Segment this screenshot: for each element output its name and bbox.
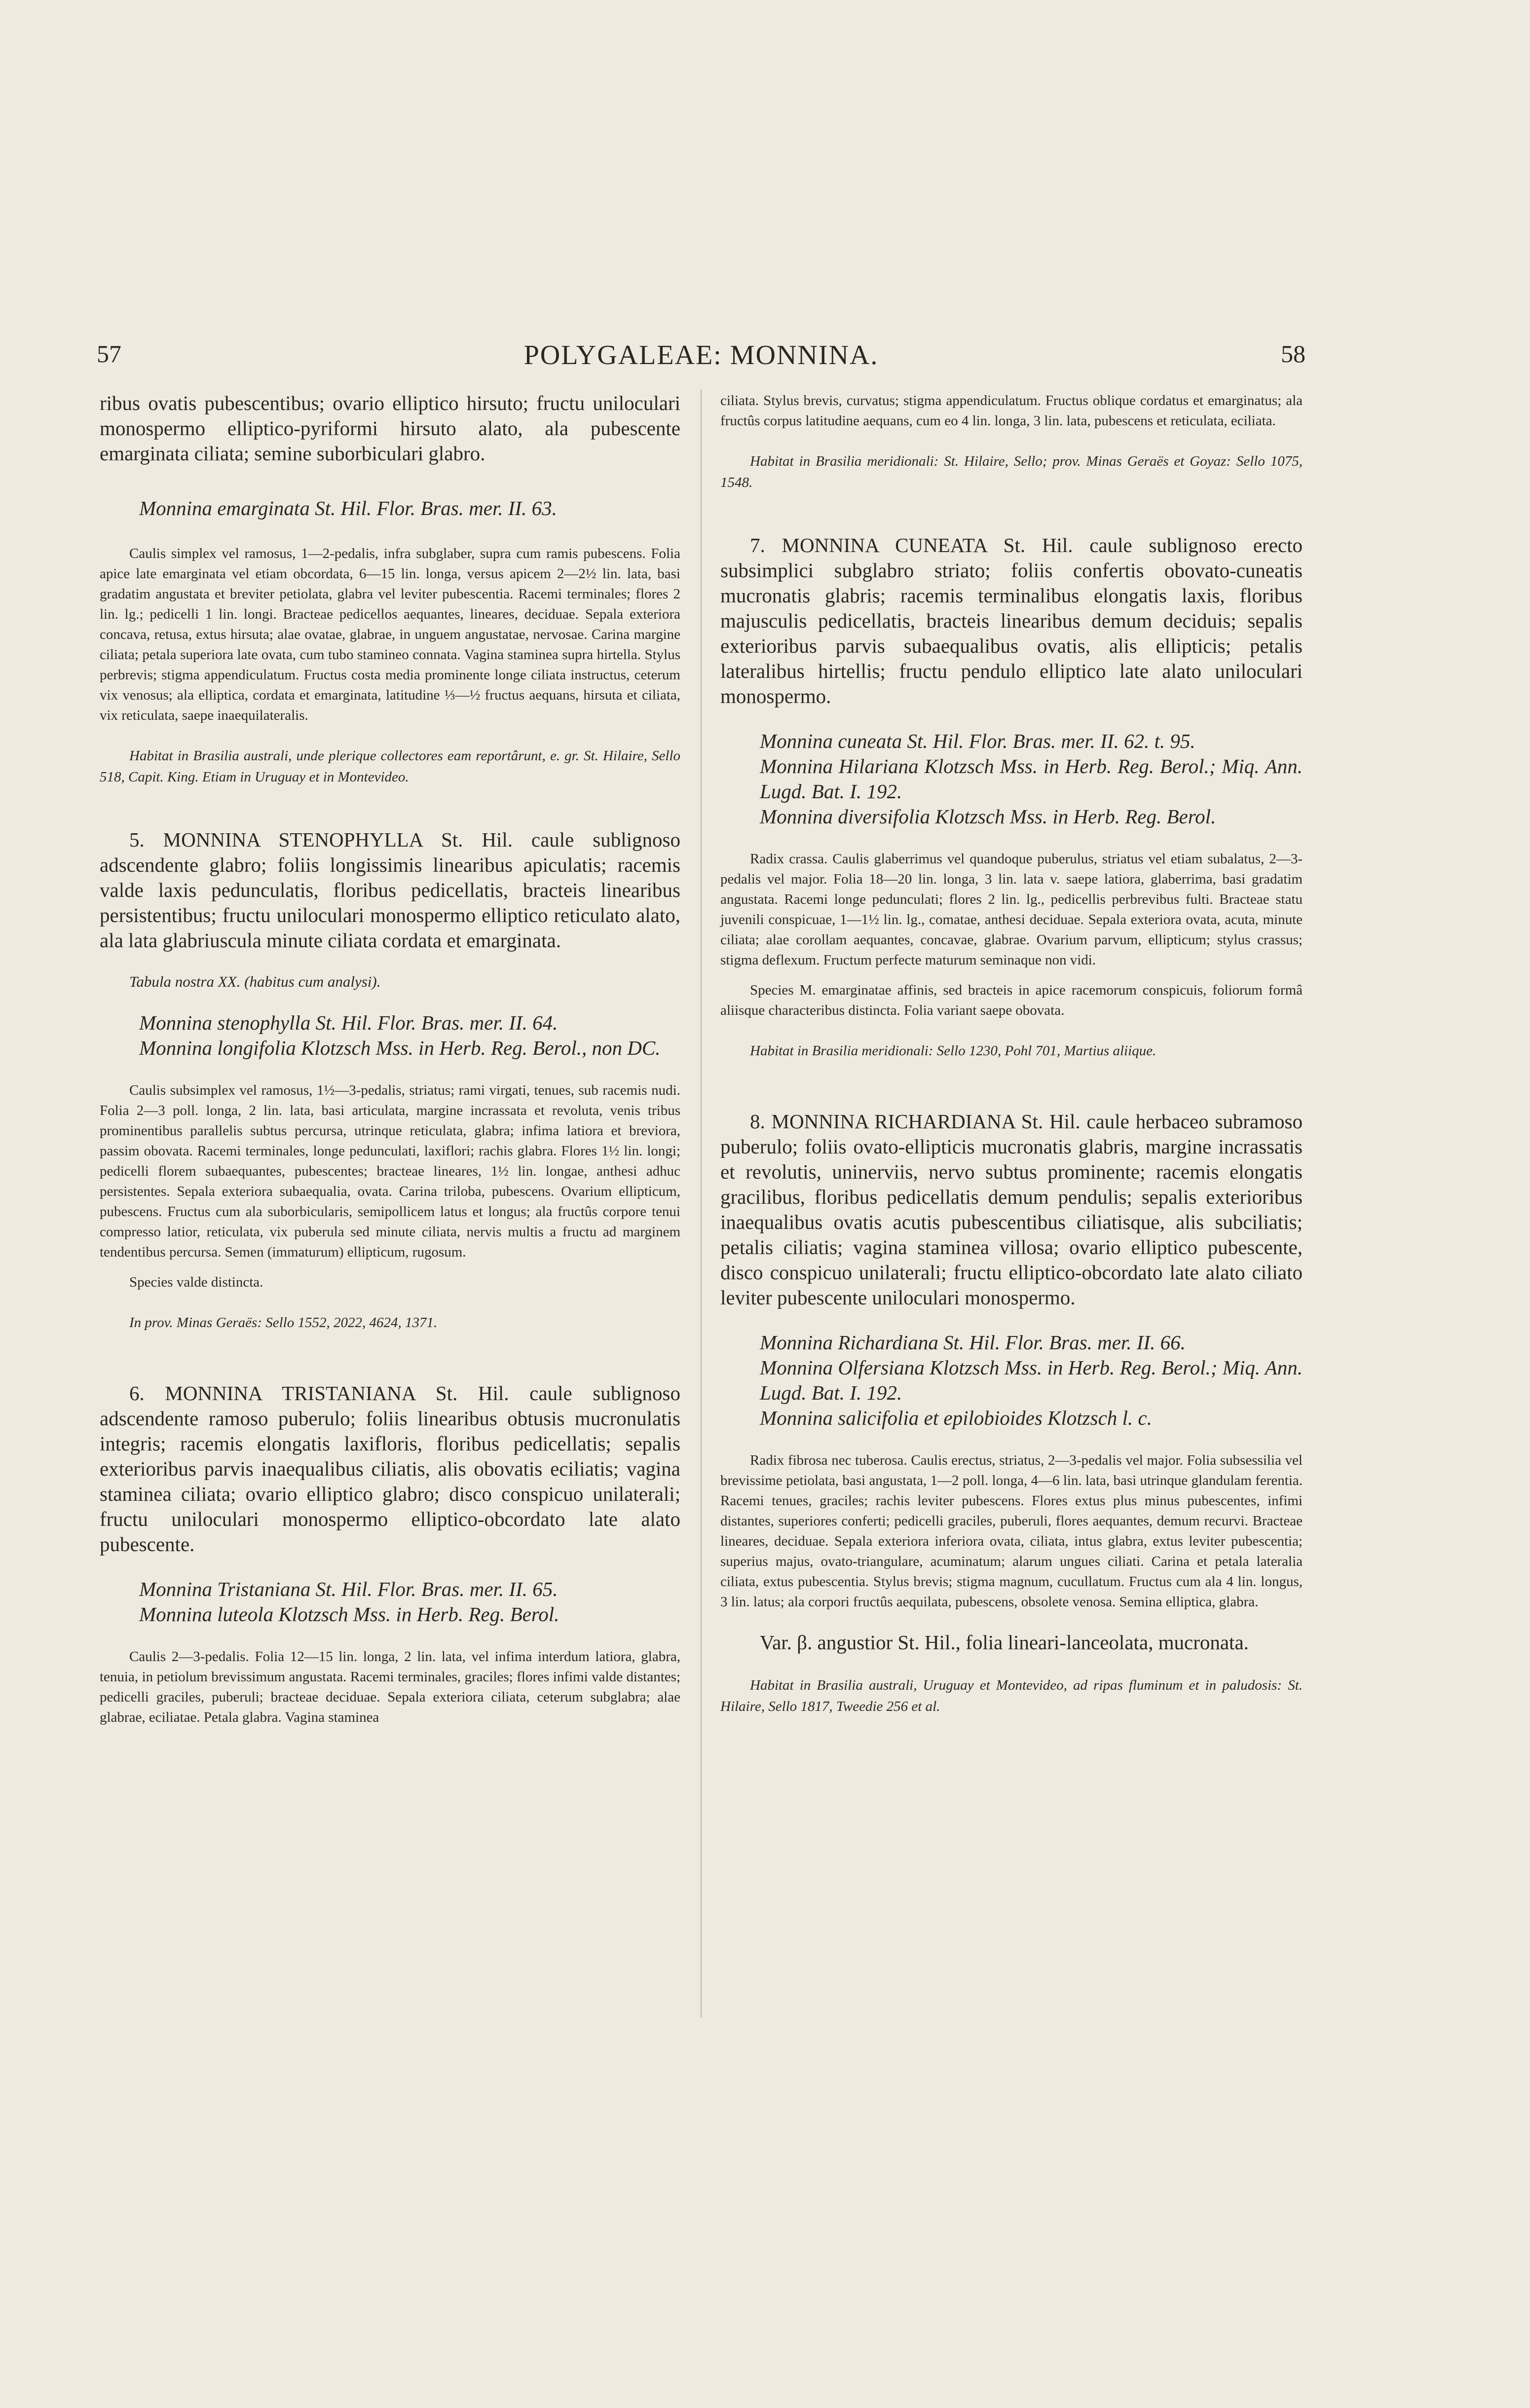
variety-note: Var. β. angustior St. Hil., folia lineari-lanceolata, mucronata. (760, 1631, 1249, 1654)
running-title: POLYGALEAE: MONNINA. (523, 340, 879, 370)
species-note: Species valde distincta. (129, 1274, 263, 1290)
habitat: In prov. Minas Geraës: Sello 1552, 2022, 4624, 1371. (129, 1315, 438, 1331)
species-8-heading: 8. MONNINA RICHARDIANA St. Hil. caule herbaceo subramoso puberulo; foliis ovato-ellipticis mucronatis glabris, margine incrassatis et revolutis, uninerviis, nervo subtus prominente; racemis elongatis gracilibus, floribus pedicellatis demum pendulis; sepalis exterioribus inaequalibus ovatis acutis pubescentibus ciliatisque, alis subciliatis; petalis ciliatis; vagina staminea villosa; ovario elliptico pubescente, disco conspicuo unilaterali; fructu elliptico-obcordato late alato ciliato leviter pubescente uniloculari monospermo. (720, 1110, 1303, 1309)
citation: Monnina cuneata St. Hil. Flor. Bras. mer. II. 62. t. 95. (760, 730, 1195, 752)
column-divider (701, 390, 702, 2018)
citation: Monnina stenophylla St. Hil. Flor. Bras. mer. II. 64. (139, 1011, 558, 1034)
species-note: Species M. emarginatae affinis, sed bracteis in apice racemorum conspicuis, foliorum formâ aliisque characteribus distincta. Folia variant saepe obovata. (720, 982, 1303, 1018)
species-5-heading: 5. MONNINA STENOPHYLLA St. Hil. caule sublignoso adscendente glabro; foliis longissimis linearibus apiculatis; racemis valde laxis pedunculatis, floribus pedicellatis, bracteis linearibus persistentibus; fructu uniloculari monospermo elliptico reticulato alato, ala lata glabriuscula minute ciliata cordata et emarginata. (100, 828, 680, 952)
description: Caulis simplex vel ramosus, 1—2-pedalis, infra subglaber, supra cum ramis pubescens. Folia apice late emarginata vel etiam obcordata, 6—15 lin. longa, versus apicem 2—2½ lin. lata, basi gradatim angustata et breviter petiolata, glabra vel leviter pubescentia. Racemi terminales; flores 2 lin. lg.; pedicelli 1 lin. longi. Bracteae pedicellos aequantes, lineares, deciduae. Sepala exteriora concava, retusa, extus hirsuta; alae ovatae, glabrae, in unguem angustatae, nervosae. Carina margine ciliata; petala superiora late ovata, cum tubo stamineo connata. Vagina staminea supra hirtella. Stylus perbrevis; stigma appendiculatum. Fructus costa media prominente longe ciliata instructus, ceterum vix venosus; ala elliptica, cordata et emarginata, latitudine ⅓—½ fructus aequans, hirsuta et ciliata, vix reticulata, saepe inaequilateralis. (100, 546, 680, 723)
description: Caulis 2—3-pedalis. Folia 12—15 lin. longa, 2 lin. lata, vel infima interdum latiora, glabra, tenuia, in petiolum brevissimum angustata. Racemi terminales, graciles; flores infimi valde distantes; pedicelli graciles, puberuli; bracteae deciduae. Sepala exteriora ciliata, ceterum subglabra; alae glabrae, eciliatae. Petala glabra. Vagina staminea (100, 1649, 680, 1725)
citation: Monnina Richardiana St. Hil. Flor. Bras. mer. II. 66. (760, 1331, 1186, 1354)
plate-reference: Tabula nostra XX. (habitus cum analysi). (129, 973, 381, 990)
left-column (100, 391, 680, 1728)
citation: Monnina Olfersiana Klotzsch Mss. in Herb. Reg. Berol.; Miq. Ann. Lugd. Bat. I. 192. (760, 1356, 1303, 1404)
right-column (720, 391, 1303, 1717)
citation: Monnina luteola Klotzsch Mss. in Herb. Reg. Berol. (139, 1603, 560, 1626)
citation: Monnina Tristaniana St. Hil. Flor. Bras. mer. II. 65. (139, 1578, 558, 1600)
description: Caulis subsimplex vel ramosus, 1½—3-pedalis, striatus; rami virgati, tenues, sub racemis nudi. Folia 2—3 poll. longa, 2 lin. lata, basi articulata, margine incrassata et revoluta, venis tribus prominentibus parallelis subtus percursa, utrinque reticulata, glabra; infima latiora et breviora, passim obovata. Racemi terminales, longe pedunculati, laxiflori; rachis glabra. Flores 1½ lin. longi; pedicelli florem subaequantes, pubescentes; bracteae lineares, 1½ lin. longae, anthesi adhuc persistentes. Sepala exteriora subaequalia, ovata. Carina triloba, pubescens. Ovarium ellipticum, pubescens. Fructus cum ala suborbicularis, semipollicem latus et longus; ala fructûs corpore tenui compresso latior, reticulata, vix puberula sed minute ciliata, nervis multis a fructu ad marginem tendentibus percursa. Semen (immaturum) ellipticum, rugosum. (100, 1082, 680, 1260)
citation: Monnina longifolia Klotzsch Mss. in Herb. Reg. Berol., non DC. (139, 1037, 661, 1059)
citation: Monnina diversifolia Klotzsch Mss. in Herb. Reg. Berol. (760, 805, 1216, 828)
habitat: Habitat in Brasilia meridionali: Sello 1230, Pohl 701, Martius aliique. (750, 1043, 1157, 1059)
citation: Monnina emarginata St. Hil. Flor. Bras. mer. II. 63. (139, 497, 557, 519)
description: Radix fibrosa nec tuberosa. Caulis erectus, striatus, 2—3-pedalis vel major. Folia subsessilia vel brevissime petiolata, basi angustata, 1—2 poll. longa, 4—6 lin. lata, basi utrinque glandulam ferentia. Racemi tenues, graciles; rachis leviter pubescens. Flores extus plus minus pubescentes, infimi distantes, superiores conferti; pedicelli graciles, puberuli, flores aequantes, demum recurvi. Bracteae lineares, deciduae. Sepala exteriora inferiora ovata, ciliata, intus glabra, extus leviter pubescentia; superius majus, ovato-triangulare, acuminatum; alarum ungues ciliati. Carina et petala lateralia ciliata, extus pubescentia. Stylus brevis; stigma magnum, cucullatum. Fructus cum ala 4 lin. longus, 3 lin. latus; ala corpori fructûs aequilata, pubescens, obsolete venosa. Semina elliptica, glabra. (720, 1452, 1303, 1610)
running-header (97, 339, 1306, 379)
continued-diagnosis: ribus ovatis pubescentibus; ovario elliptico hirsuto; fructu uniloculari monospermo elliptico-pyriformi hirsuto alato, ala pubescente emarginata ciliata; semine suborbiculari glabro. (100, 392, 680, 465)
continued-description: ciliata. Stylus brevis, curvatus; stigma appendiculatum. Fructus oblique cordatus et emarginatus; ala fructûs corpus latitudine aequans, cum eo 4 lin. longa, 3 lin. lata, pubescens et reticulata, eciliata. (720, 393, 1303, 429)
habitat: Habitat in Brasilia australi, Uruguay et Montevideo, ad ripas fluminum et in paludosis: St. Hilaire, Sello 1817, Tweedie 256 et al. (720, 1677, 1303, 1714)
page-number-right: 58 (1281, 340, 1306, 368)
description: Radix crassa. Caulis glaberrimus vel quandoque puberulus, striatus vel etiam subalatus, 2—3-pedalis vel major. Folia 18—20 lin. longa, 3 lin. lata v. saepe latiora, glaberrima, basi gradatim angustata. Racemi longe pedunculati; flores 2 lin. lg., pedicellis perbrevibus fulti. Bracteae statu juvenili conspicuae, 1—1½ lin. lg., comatae, anthesi deciduae. Sepala exteriora ovata, acuta, minute ciliata; alae corollam aequantes, concavae, glabrae. Ovarium parvum, ellipticum; stylus crassus; stigma deflexum. Fructum perfecte maturum seminaque non vidi. (720, 851, 1303, 968)
habitat: Habitat in Brasilia australi, unde plerique collectores eam reportârunt, e. gr. St. Hilaire, Sello 518, Capit. King. Etiam in Uruguay et in Montevideo. (100, 748, 680, 785)
species-7-heading: 7. MONNINA CUNEATA St. Hil. caule sublignoso erecto subsimplici subglabro striato; foliis confertis obovato-cuneatis mucronatis glabris; racemis terminalibus elongatis laxis, floribus majusculis pedicellatis, bracteis linearibus demum deciduis; sepalis exterioribus parvis subaequalibus ovatis, alis ellipticis; petalis lateralibus hirtellis; fructu pendulo elliptico late alato uniloculari monospermo. (720, 534, 1303, 707)
habitat: Habitat in Brasilia meridionali: St. Hilaire, Sello; prov. Minas Geraës et Goyaz: Sello 1075, 1548. (720, 453, 1303, 490)
citation: Monnina Hilariana Klotzsch Mss. in Herb. Reg. Berol.; Miq. Ann. Lugd. Bat. I. 192. (760, 755, 1303, 803)
citation: Monnina salicifolia et epilobioides Klotzsch l. c. (760, 1407, 1152, 1429)
species-6-heading: 6. MONNINA TRISTANIANA St. Hil. caule sublignoso adscendente ramoso puberulo; foliis linearibus obtusis mucronulatis integris; racemis elongatis laxifloris, floribus pedicellatis; sepalis exterioribus parvis inaequalibus ciliatis, alis obovatis eciliatis; vagina staminea ciliata; ovario elliptico glabro; disco conspicuo unilaterali; fructu uniloculari monospermo elliptico-obcordato late alato pubescente. (100, 1382, 680, 1556)
page-number-left: 57 (97, 340, 121, 368)
